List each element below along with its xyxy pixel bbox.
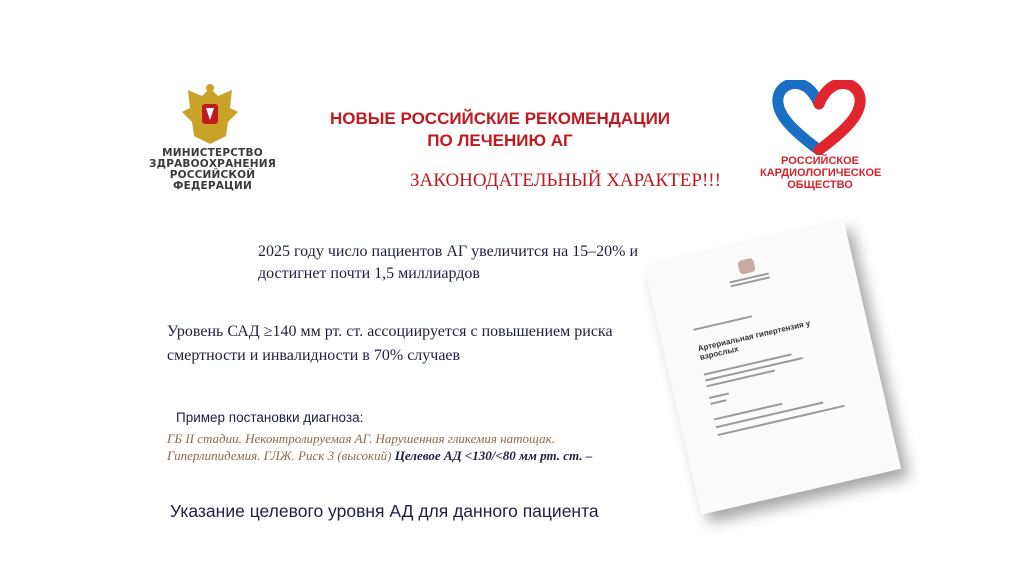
document-seal-icon: [737, 258, 756, 275]
title-line2: ПО ЛЕЧЕНИЮ АГ: [427, 131, 573, 150]
diagnosis-example: [167, 430, 607, 464]
diagnosis-dash: –: [582, 448, 593, 463]
target-level-note: Указание целевого уровня АД для данного пациента: [170, 501, 599, 521]
legal-note: ЗАКОНОДАТЕЛЬНЫЙ ХАРАКТЕР!!!: [410, 170, 721, 191]
ministry-line3: РОССИЙСКОЙ ФЕДЕРАЦИИ: [169, 169, 256, 192]
title-line1: НОВЫЕ РОССИЙСКИЕ РЕКОМЕНДАЦИИ: [329, 109, 671, 128]
coat-of-arms-icon: [180, 82, 240, 146]
rko-line2: КАРДИОЛОГИЧЕСКОЕ: [760, 167, 882, 179]
diagnosis-example-label: Пример постановки диагноза:: [176, 410, 364, 425]
heart-logo-icon: [772, 80, 867, 155]
ministry-line2: ЗДРАВООХРАНЕНИЯ: [148, 158, 277, 170]
guideline-document-image: [644, 220, 901, 515]
ministry-logo: [130, 82, 295, 192]
sbp-risk-text: Уровень САД ≥140 мм рт. ст. ассоциируется с повышением риска смертности и инвалидности в 70% случаев: [167, 323, 613, 364]
rko-logo: [760, 80, 882, 210]
page-title: [300, 108, 700, 152]
patient-forecast-text: 2025 году число пациентов АГ увеличится на 15–20% и достигнет почти 1,5 миллиардов: [258, 243, 639, 282]
rko-line1: РОССИЙСКОЕ: [781, 155, 859, 167]
target-bp-text: Целевое АД <130/<80 мм рт. ст.: [394, 448, 583, 463]
diagnosis-text: ГБ II стадии. Неконтролируемая АГ. Нарушенная гликемия натощак. Гиперлипидемия. ГЛЖ. Риск 3 (высокий): [167, 431, 555, 463]
ministry-line1: МИНИСТЕРСТВО: [162, 147, 263, 159]
rko-line3: ОБЩЕСТВО: [787, 179, 853, 191]
document-title: Артериальная гипертензия у взрослых: [696, 318, 812, 362]
